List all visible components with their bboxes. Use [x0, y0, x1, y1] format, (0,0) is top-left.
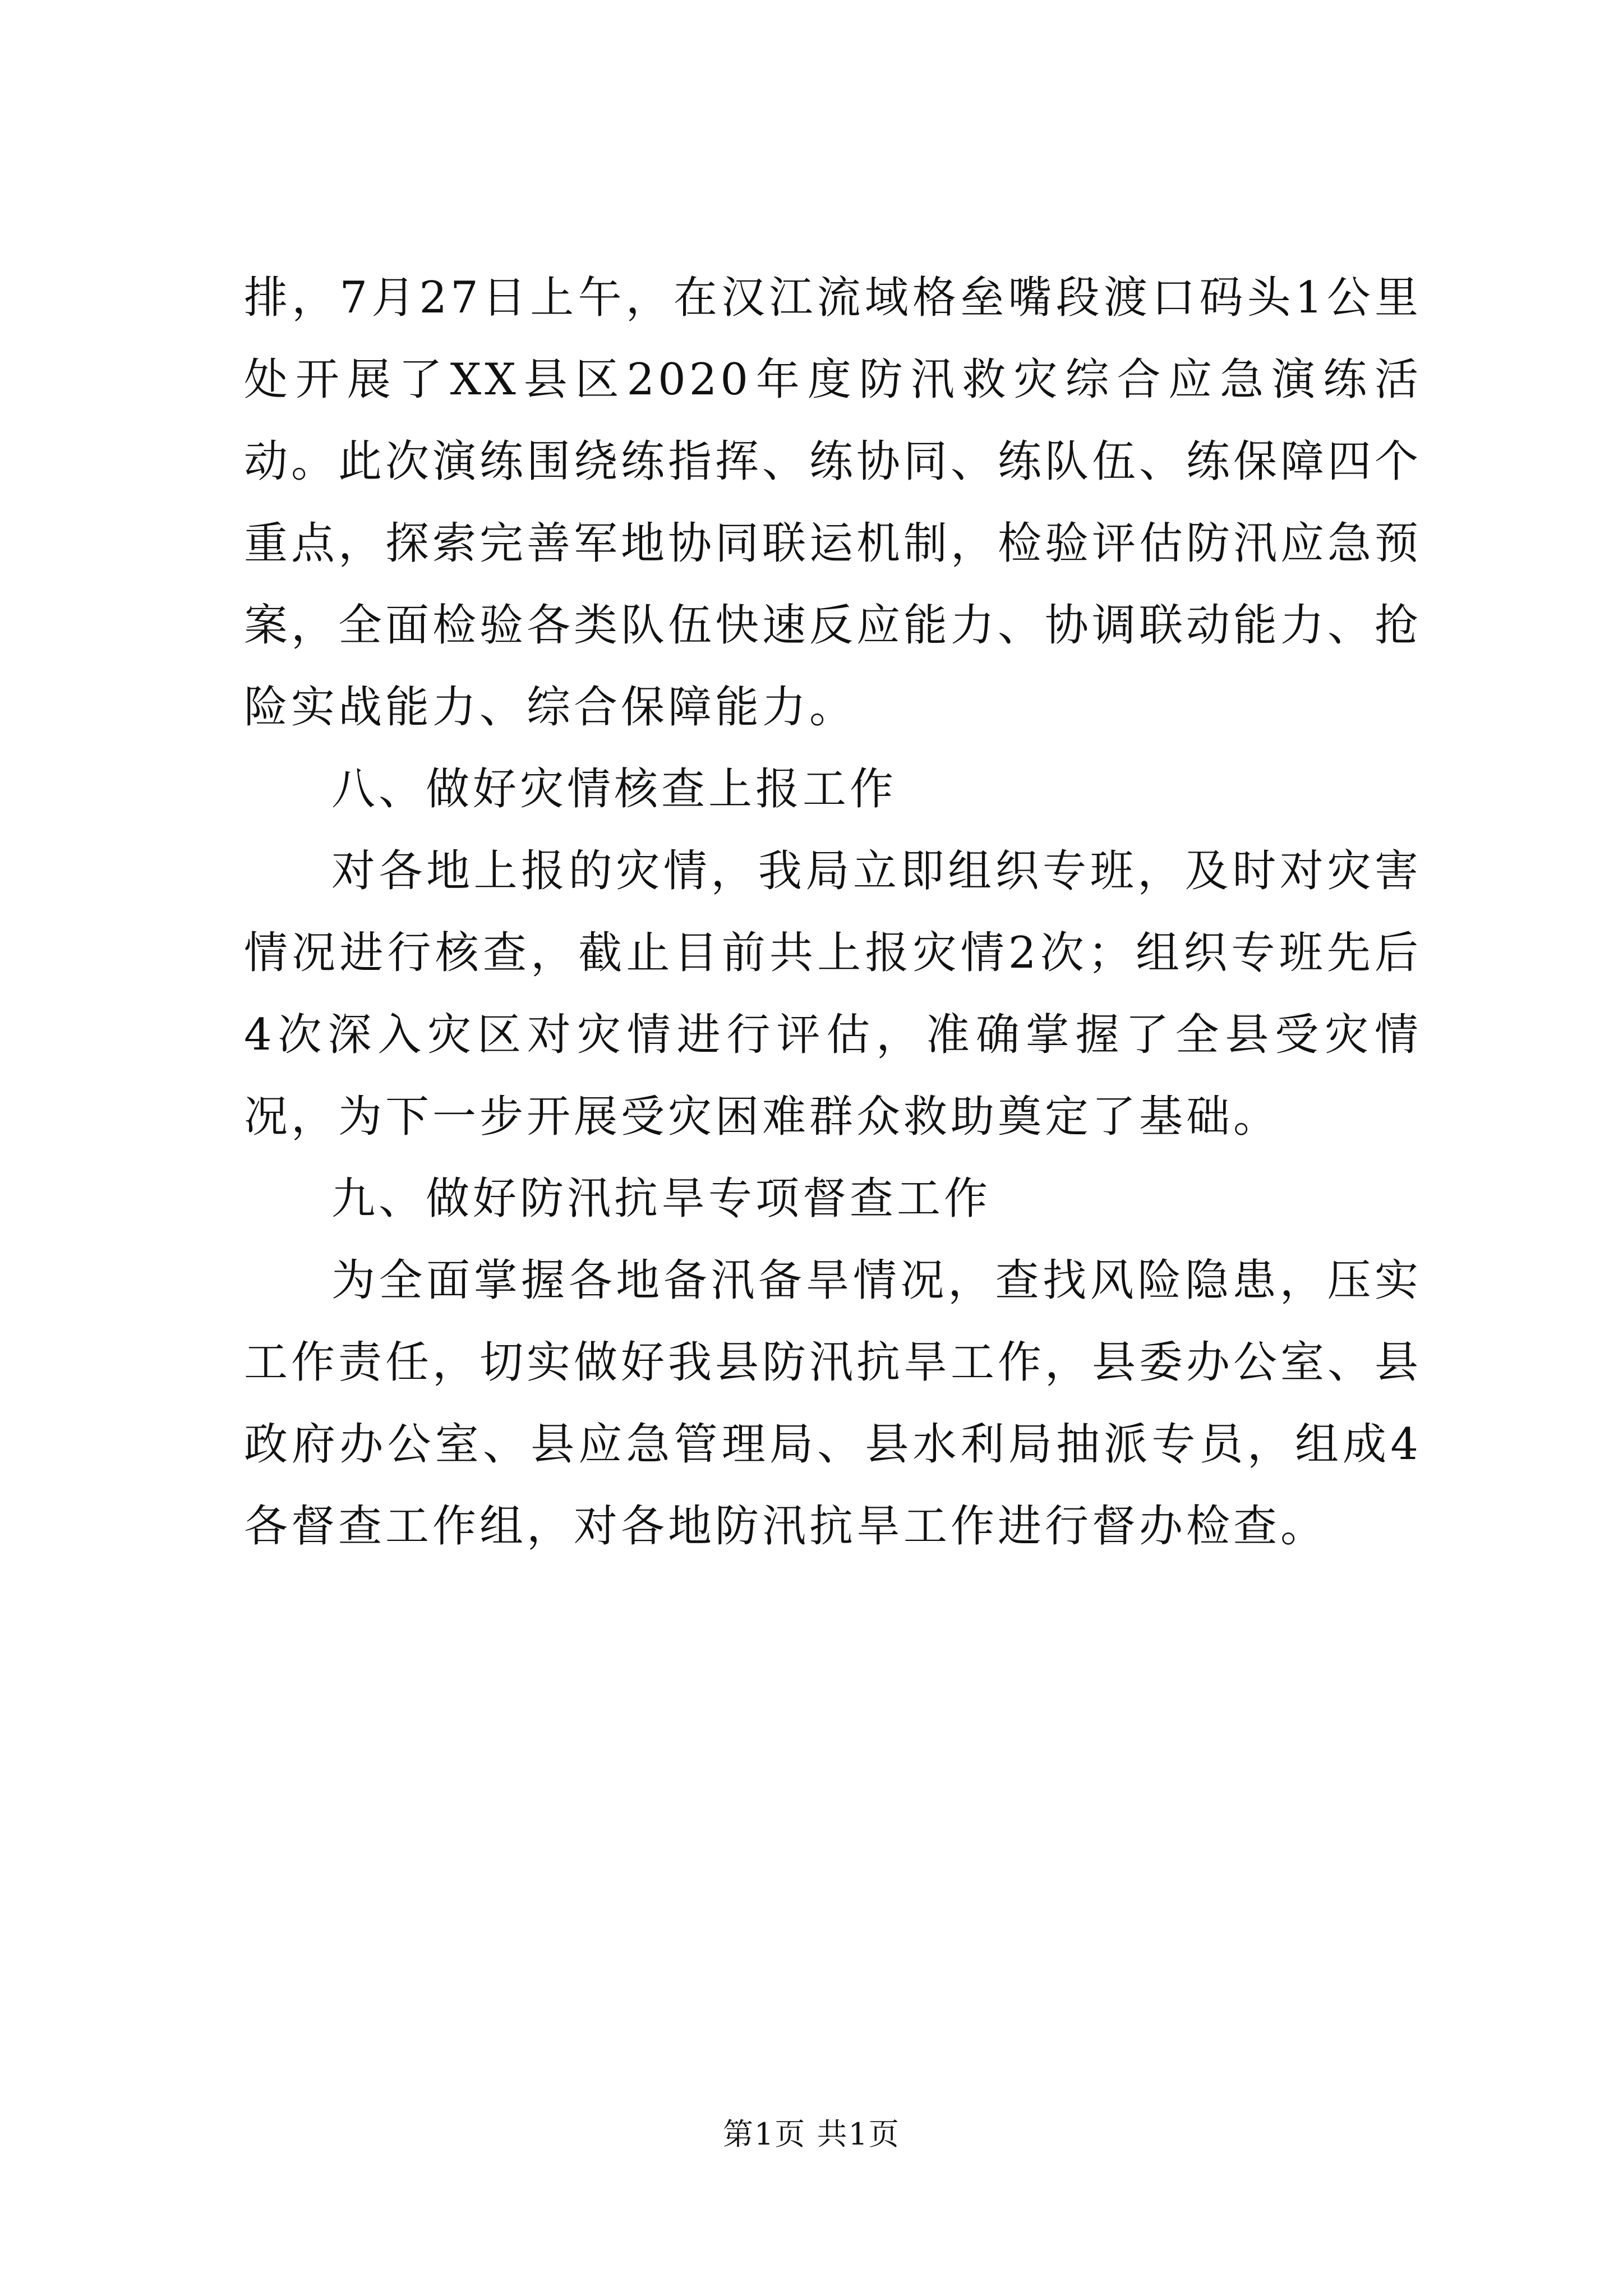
document-body [244, 257, 1422, 1567]
page-footer: 第1页 共1页 [723, 2116, 900, 2152]
paragraph-special-inspection: 为全面掌握各地备汛备旱情况，查找风险隐患，压实工作责任，切实做好我县防汛抗旱工作，县委办公室、县政府办公室、县应急管理局、县水利局抽派专员，组成4各督查工作组，对各地防汛抗旱工作进行督办检查。 [244, 1255, 1422, 1552]
section-heading-9: 九、做好防汛抗旱专项督查工作 [331, 1174, 992, 1224]
paragraph-drill-activity: 排，7月27日上午，在汉江流域格垒嘴段渡口码头1公里处开展了XX县区2020年度防汛救灾综合应急演练活动。此次演练围绕练指挥、练协同、练队伍、练保障四个重点，探索完善军地协同联运机制，检验评估防汛应急预案，全面检验各类队伍快速反应能力、协调联动能力、抢险实战能力、综合保障能力。 [244, 273, 1422, 733]
section-heading-8: 八、做好灾情核查上报工作 [331, 764, 897, 815]
paragraph-disaster-verification: 对各地上报的灾情，我局立即组织专班，及时对灾害情况进行核查，截止目前共上报灾情2次；组织专班先后4次深入灾区对灾情进行评估，准确掌握了全县受灾情况，为下一步开展受灾困难群众救助奠定了基础。 [244, 846, 1422, 1142]
